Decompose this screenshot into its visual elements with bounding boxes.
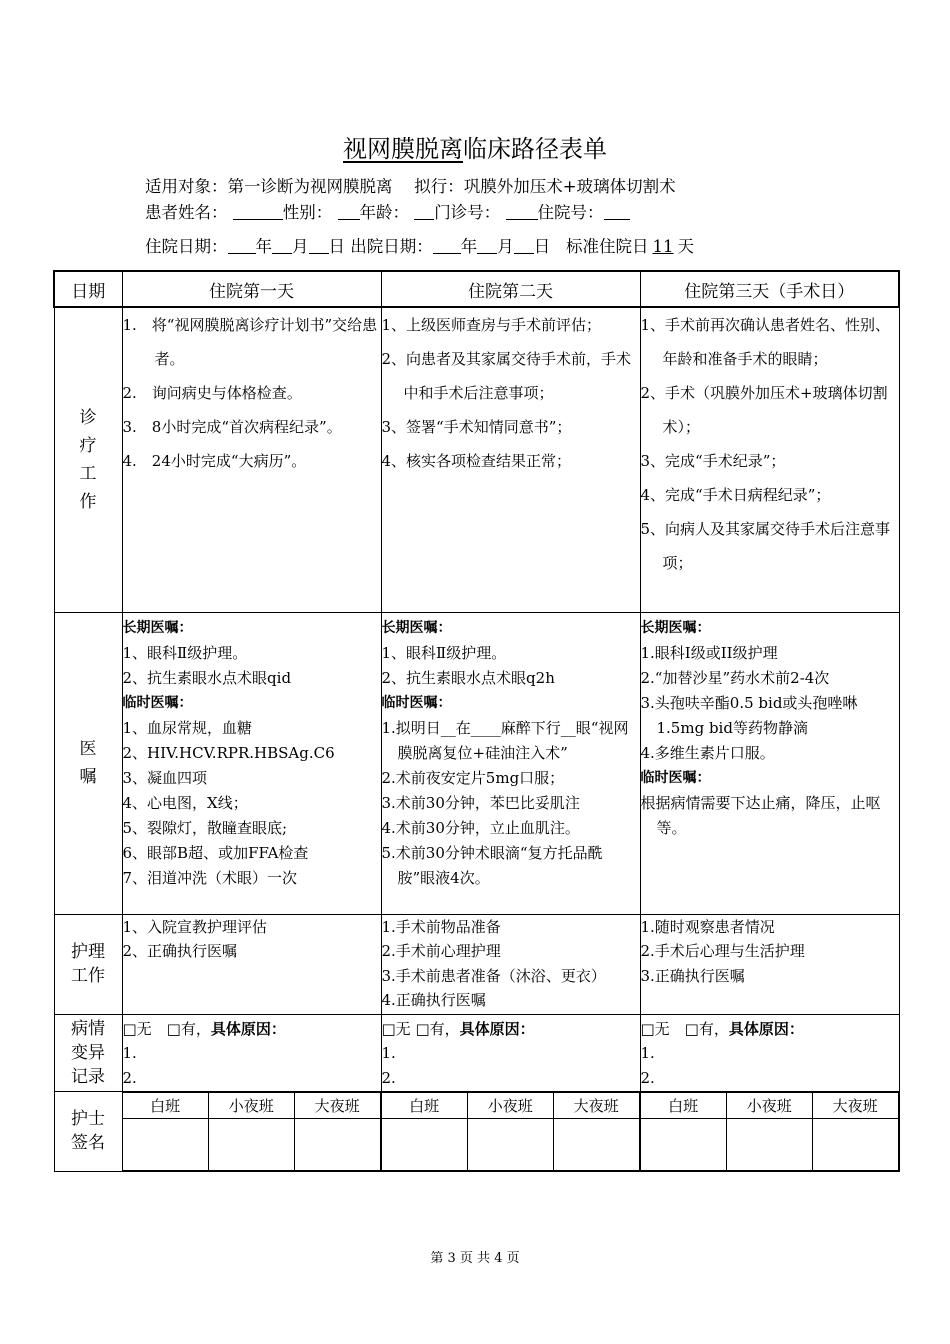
- shift-night: 大夜班: [294, 1092, 380, 1118]
- work-day2: 1、上级医师查房与手术前评估； 2、向患者及其家属交待手术前，手术中和手术后注意事项； 3、签署“手术知情同意书”； 4、核实各项检查结果正常；: [381, 307, 640, 612]
- row-label-orders: 医嘱: [54, 612, 122, 914]
- shift-night: 大夜班: [812, 1092, 898, 1118]
- admit-day-blank[interactable]: [309, 237, 329, 254]
- admit-month-blank[interactable]: [272, 237, 292, 254]
- work-day3: 1、手术前再次确认患者姓名、性别、年龄和准备手术的眼睛； 2、手术（巩膜外加压术+玻璃体切割术）； 3、完成“手术纪录”； 4、完成“手术日病程纪录”； 5、向病人及其家属交待手术后注意事项；: [640, 307, 899, 612]
- signature-box[interactable]: [294, 1118, 380, 1170]
- clinic-blank[interactable]: [506, 203, 538, 220]
- signature-box[interactable]: [726, 1118, 812, 1170]
- row-label-nursing: 护理 工作: [54, 914, 122, 1014]
- orders-day1: 长期医嘱： 1、眼科Ⅱ级护理。 2、抗生素眼水点术眼qid 临时医嘱： 1、血尿常规，血糖 2、HIV.HCV.RPR.HBSAg.C6 3、凝血四项 4、心电图，X线； 5、裂隙灯，散瞳查眼底; 6、眼部B超、或加FFA检查 7、泪道冲洗（术眼）一次: [122, 612, 381, 914]
- page-title: [0, 133, 950, 165]
- dates-line: 住院日期： 年 月 日 出院日期： 年 月 日 标准住院日 11 天: [145, 237, 694, 256]
- discharge-day-blank[interactable]: [514, 237, 534, 254]
- signature-box[interactable]: [123, 1118, 209, 1170]
- variance-day1[interactable]: □无 □有，具体原因： 1. 2.: [122, 1014, 381, 1091]
- inpatient-blank[interactable]: [604, 203, 630, 220]
- row-label-signature: 护士 签名: [54, 1091, 122, 1171]
- variance-day2[interactable]: □无 □有，具体原因： 1. 2.: [381, 1014, 640, 1091]
- clinical-pathway-table: [53, 270, 900, 1172]
- nursing-day1: 1、入院宣教护理评估 2、正确执行医嘱: [122, 914, 381, 1014]
- header-day3: 住院第三天（手术日）: [640, 271, 899, 307]
- age-blank[interactable]: [414, 203, 434, 220]
- row-label-variance: 病情 变异 记录: [54, 1014, 122, 1091]
- nursing-day3: 1.随时观察患者情况 2.手术后心理与生活护理 3.正确执行医嘱: [640, 914, 899, 1014]
- scope-line: 适用对象：第一诊断为视网膜脱离 拟行：巩膜外加压术+玻璃体切割术: [145, 177, 676, 196]
- row-label-work: 诊疗工作: [54, 307, 122, 612]
- shift-day: 白班: [641, 1092, 727, 1118]
- work-day1: 1. 将“视网膜脱离诊疗计划书”交给患者。 2. 询问病史与体格检查。 3. 8小时完成“首次病程纪录”。 4. 24小时完成“大病历”。: [122, 307, 381, 612]
- signature-day1: [122, 1091, 381, 1171]
- shift-evening: 小夜班: [726, 1092, 812, 1118]
- name-blank[interactable]: [233, 203, 283, 220]
- nursing-day2: 1.手术前物品准备 2.手术前心理护理 3.手术前患者准备（沐浴、更衣） 4.正确执行医嘱: [381, 914, 640, 1014]
- orders-day2: 长期医嘱： 1、眼科Ⅱ级护理。 2、抗生素眼水点术眼q2h 临时医嘱： 1.拟明日__在____麻醉下行__眼“视网膜脱离复位+硅油注入术” 2.术前夜安定片5mg口服； 3.术前30分钟，苯巴比妥肌注 4.术前30分钟，立止血肌注。 5.术前30分钟术眼滴“复方托品酰胺”眼液4次。: [381, 612, 640, 914]
- gender-blank[interactable]: [338, 203, 360, 220]
- signature-box[interactable]: [812, 1118, 898, 1170]
- variance-checkboxes[interactable]: □无 □有，: [381, 1019, 460, 1038]
- shift-day: 白班: [382, 1092, 468, 1118]
- shift-evening: 小夜班: [467, 1092, 553, 1118]
- header-day2: 住院第二天: [381, 271, 640, 307]
- shift-day: 白班: [123, 1092, 209, 1118]
- patient-line: 患者姓名： 性别： 年龄： 门诊号： 住院号：: [145, 202, 630, 224]
- signature-box[interactable]: [467, 1118, 553, 1170]
- signature-day2: [381, 1091, 640, 1171]
- orders-day3: 长期医嘱： 1.眼科I级或II级护理 2.“加替沙星”药水术前2-4次 3.头孢呋辛酯0.5 bid或头孢唑啉1.5mg bid等药物静滴 4.多维生素片口服。 临时医嘱： 根据病情需要下达止痛，降压，止呕等。: [640, 612, 899, 914]
- shift-evening: 小夜班: [208, 1092, 294, 1118]
- title-diagnosis: 视网膜脱离: [343, 135, 463, 163]
- header-day1: 住院第一天: [122, 271, 381, 307]
- signature-box[interactable]: [641, 1118, 727, 1170]
- signature-day3: [640, 1091, 899, 1171]
- signature-box[interactable]: [208, 1118, 294, 1170]
- variance-checkboxes[interactable]: □无 □有，: [122, 1019, 211, 1038]
- title-form: 临床路径表单: [463, 135, 607, 163]
- variance-checkboxes[interactable]: □无 □有，: [640, 1019, 729, 1038]
- standard-days: 11: [652, 237, 674, 256]
- signature-box[interactable]: [553, 1118, 639, 1170]
- discharge-year-blank[interactable]: [433, 237, 461, 254]
- variance-day3[interactable]: □无 □有，具体原因： 1. 2.: [640, 1014, 899, 1091]
- discharge-month-blank[interactable]: [477, 237, 497, 254]
- admit-year-blank[interactable]: [228, 237, 256, 254]
- shift-night: 大夜班: [553, 1092, 639, 1118]
- page-footer: 第 3 页 共 4 页: [430, 1251, 520, 1266]
- signature-box[interactable]: [382, 1118, 468, 1170]
- header-date: 日期: [54, 271, 122, 307]
